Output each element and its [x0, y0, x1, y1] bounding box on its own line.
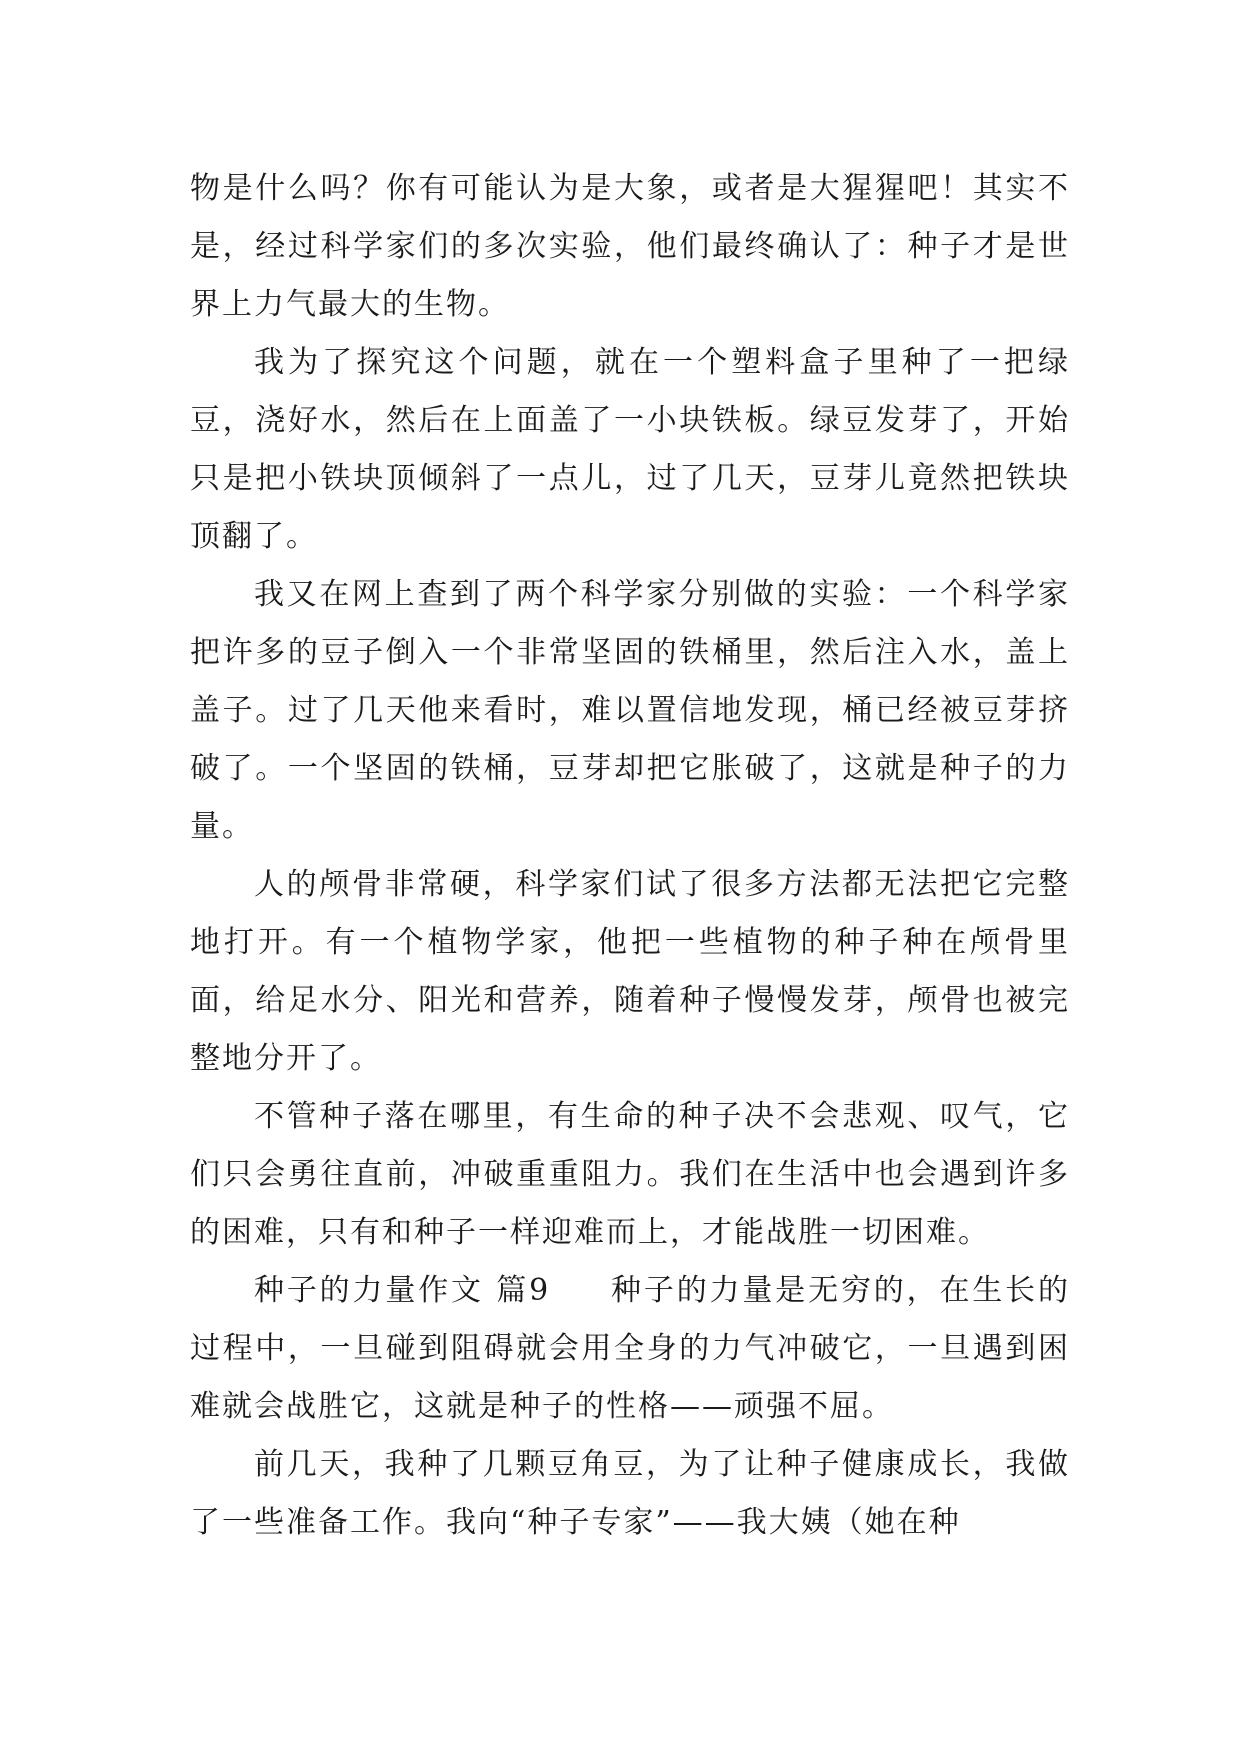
section-heading: 种子的力量作文 篇9 — [254, 1273, 551, 1308]
paragraph-2: 我为了探究这个问题，就在一个塑料盒子里种了一把绿豆，浇好水，然后在上面盖了一小块铁板。绿豆发芽了，开始只是把小铁块顶倾斜了一点儿，过了几天，豆芽儿竟然把铁块顶翻了。 — [190, 345, 1070, 554]
paragraph-4: 人的颅骨非常硬，科学家们试了很多方法都无法把它完整地打开。有一个植物学家，他把一些植物的种子种在颅骨里面，给足水分、阳光和营养，随着种子慢慢发芽，颅骨也被完整地分开了。 — [190, 867, 1070, 1076]
final-paragraph: 前几天，我种了几颗豆角豆，为了让种子健康成长，我做了一些准备工作。我向“种子专家”——我大姨（她在种 — [190, 1447, 1070, 1540]
paragraph-5: 不管种子落在哪里，有生命的种子决不会悲观、叹气，它们只会勇往直前，冲破重重阻力。我们在生活中也会遇到许多的困难，只有和种子一样迎难而上，才能战胜一切困难。 — [190, 1099, 1070, 1250]
section-first-paragraph: 种子的力量是无穷的，在生长的过程中，一旦碰到阻碍就会用全身的力气冲破它，一旦遇到困难就会战胜它，这就是种子的性格——顽强不屈。 — [190, 1273, 1071, 1424]
paragraph-1: 物是什么吗？你有可能认为是大象，或者是大猩猩吧！其实不是，经过科学家们的多次实验，他们最终确认了：种子才是世界上力气最大的生物。 — [190, 171, 1070, 322]
section-paragraph — [190, 1262, 1070, 1436]
document-body — [190, 160, 1070, 1552]
paragraph-3: 我又在网上查到了两个科学家分别做的实验：一个科学家把许多的豆子倒入一个非常坚固的铁桶里，然后注入水，盖上盖子。过了几天他来看时，难以置信地发现，桶已经被豆芽挤破了。一个坚固的铁桶，豆芽却把它胀破了，这就是种子的力量。 — [190, 577, 1070, 844]
